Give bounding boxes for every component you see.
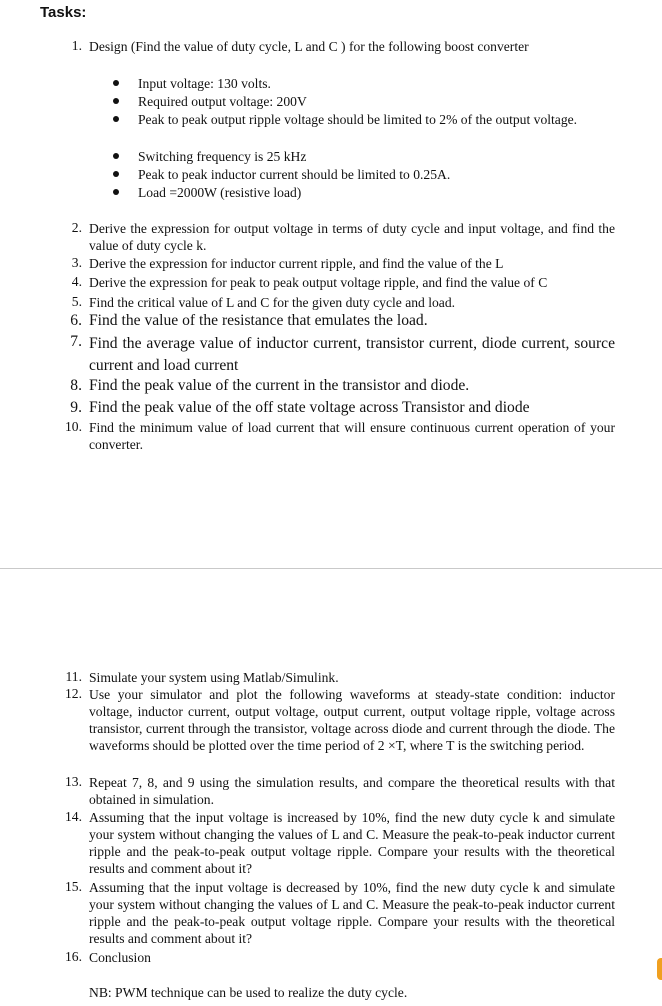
task-text: Assuming that the input voltage is increased by 10%, find the new duty cycle k and simulate your system without changing the values of L and C. Measure the peak-to-peak inductor current ripple and the peak-to-peak output voltage ripple. Compare your results with the theoretical results and comment about it?	[89, 810, 615, 876]
task-number: 4.	[71, 274, 82, 289]
task-number: 10.	[65, 419, 82, 434]
task-number: 16.	[65, 949, 82, 964]
task-text: Find the average value of inductor current, transistor current, diode current, source current and load current	[89, 335, 615, 374]
task-text: Use your simulator and plot the following waveforms at steady-state condition: inductor voltage, inductor current, output voltage, output current, output voltage ripple, voltage across transistor, current through the transistor, voltage across diode and current through the diode. The waveforms should be plotted over the time period of 2 ×T, where T is the switching period.	[89, 687, 615, 753]
bullet-icon	[113, 189, 119, 195]
bullet-icon	[113, 116, 119, 122]
bullet-text: Load =2000W (resistive load)	[138, 185, 302, 200]
bullet-text: Peak to peak output ripple voltage should be limited to 2% of the output voltage.	[138, 112, 578, 127]
task-number: 6.	[70, 312, 82, 329]
task-text: Find the minimum value of load current that will ensure continuous current operation of your converter.	[89, 420, 615, 452]
bullet-text: Peak to peak inductor current should be limited to 0.25A.	[138, 167, 451, 182]
task-text: Assuming that the input voltage is decreased by 10%, find the new duty cycle k and simulate your system without changing the values of L and C. Measure the peak-to-peak inductor current ripple and the peak-to-peak output voltage ripple. Compare your results with the theoretical results and comment about it?	[89, 880, 615, 946]
task-number: 2.	[71, 220, 82, 235]
task-text: Derive the expression for output voltage in terms of duty cycle and input voltage, and find the value of duty cycle k.	[89, 221, 615, 253]
task-text: Simulate your system using Matlab/Simulink.	[89, 670, 339, 685]
bullet-text: Required output voltage: 200V	[138, 94, 307, 109]
bullet-icon	[113, 80, 119, 86]
bullet-text: Input voltage: 130 volts.	[138, 76, 271, 91]
footnote: NB: PWM technique can be used to realize the duty cycle.	[89, 985, 408, 1000]
task-text: Find the peak value of the current in the transistor and diode.	[89, 377, 470, 394]
task-number: 3.	[71, 255, 82, 270]
task-text: Derive the expression for peak to peak output voltage ripple, and find the value of C	[89, 275, 548, 290]
task-number: 8.	[70, 377, 82, 394]
task-text: Conclusion	[89, 950, 151, 965]
task-number: 11.	[65, 669, 82, 684]
bullet-text: Switching frequency is 25 kHz	[138, 149, 307, 164]
task-number: 9.	[70, 399, 82, 416]
task-number: 14.	[65, 809, 82, 824]
task-number: 13.	[65, 774, 82, 789]
task-text: Find the critical value of L and C for the given duty cycle and load.	[89, 295, 456, 310]
bullet-icon	[113, 153, 119, 159]
task-text: Design (Find the value of duty cycle, L and C ) for the following boost converter	[89, 39, 529, 54]
bullet-icon	[113, 171, 119, 177]
task-text: Find the peak value of the off state voltage across Transistor and diode	[89, 399, 530, 416]
task-number: 5.	[71, 294, 82, 309]
task-text: Repeat 7, 8, and 9 using the simulation results, and compare the theoretical results with that obtained in simulation.	[89, 775, 615, 807]
task-text: Find the value of the resistance that emulates the load.	[89, 312, 428, 329]
task-number: 7.	[70, 333, 82, 350]
task-number: 12.	[65, 686, 82, 701]
task-text: Derive the expression for inductor current ripple, and find the value of the L	[89, 256, 504, 271]
task-number: 15.	[65, 879, 82, 894]
scroll-edge-marker	[657, 958, 662, 980]
page-title: Tasks:	[40, 4, 87, 21]
bullet-icon	[113, 98, 119, 104]
task-number: 1.	[71, 38, 82, 53]
